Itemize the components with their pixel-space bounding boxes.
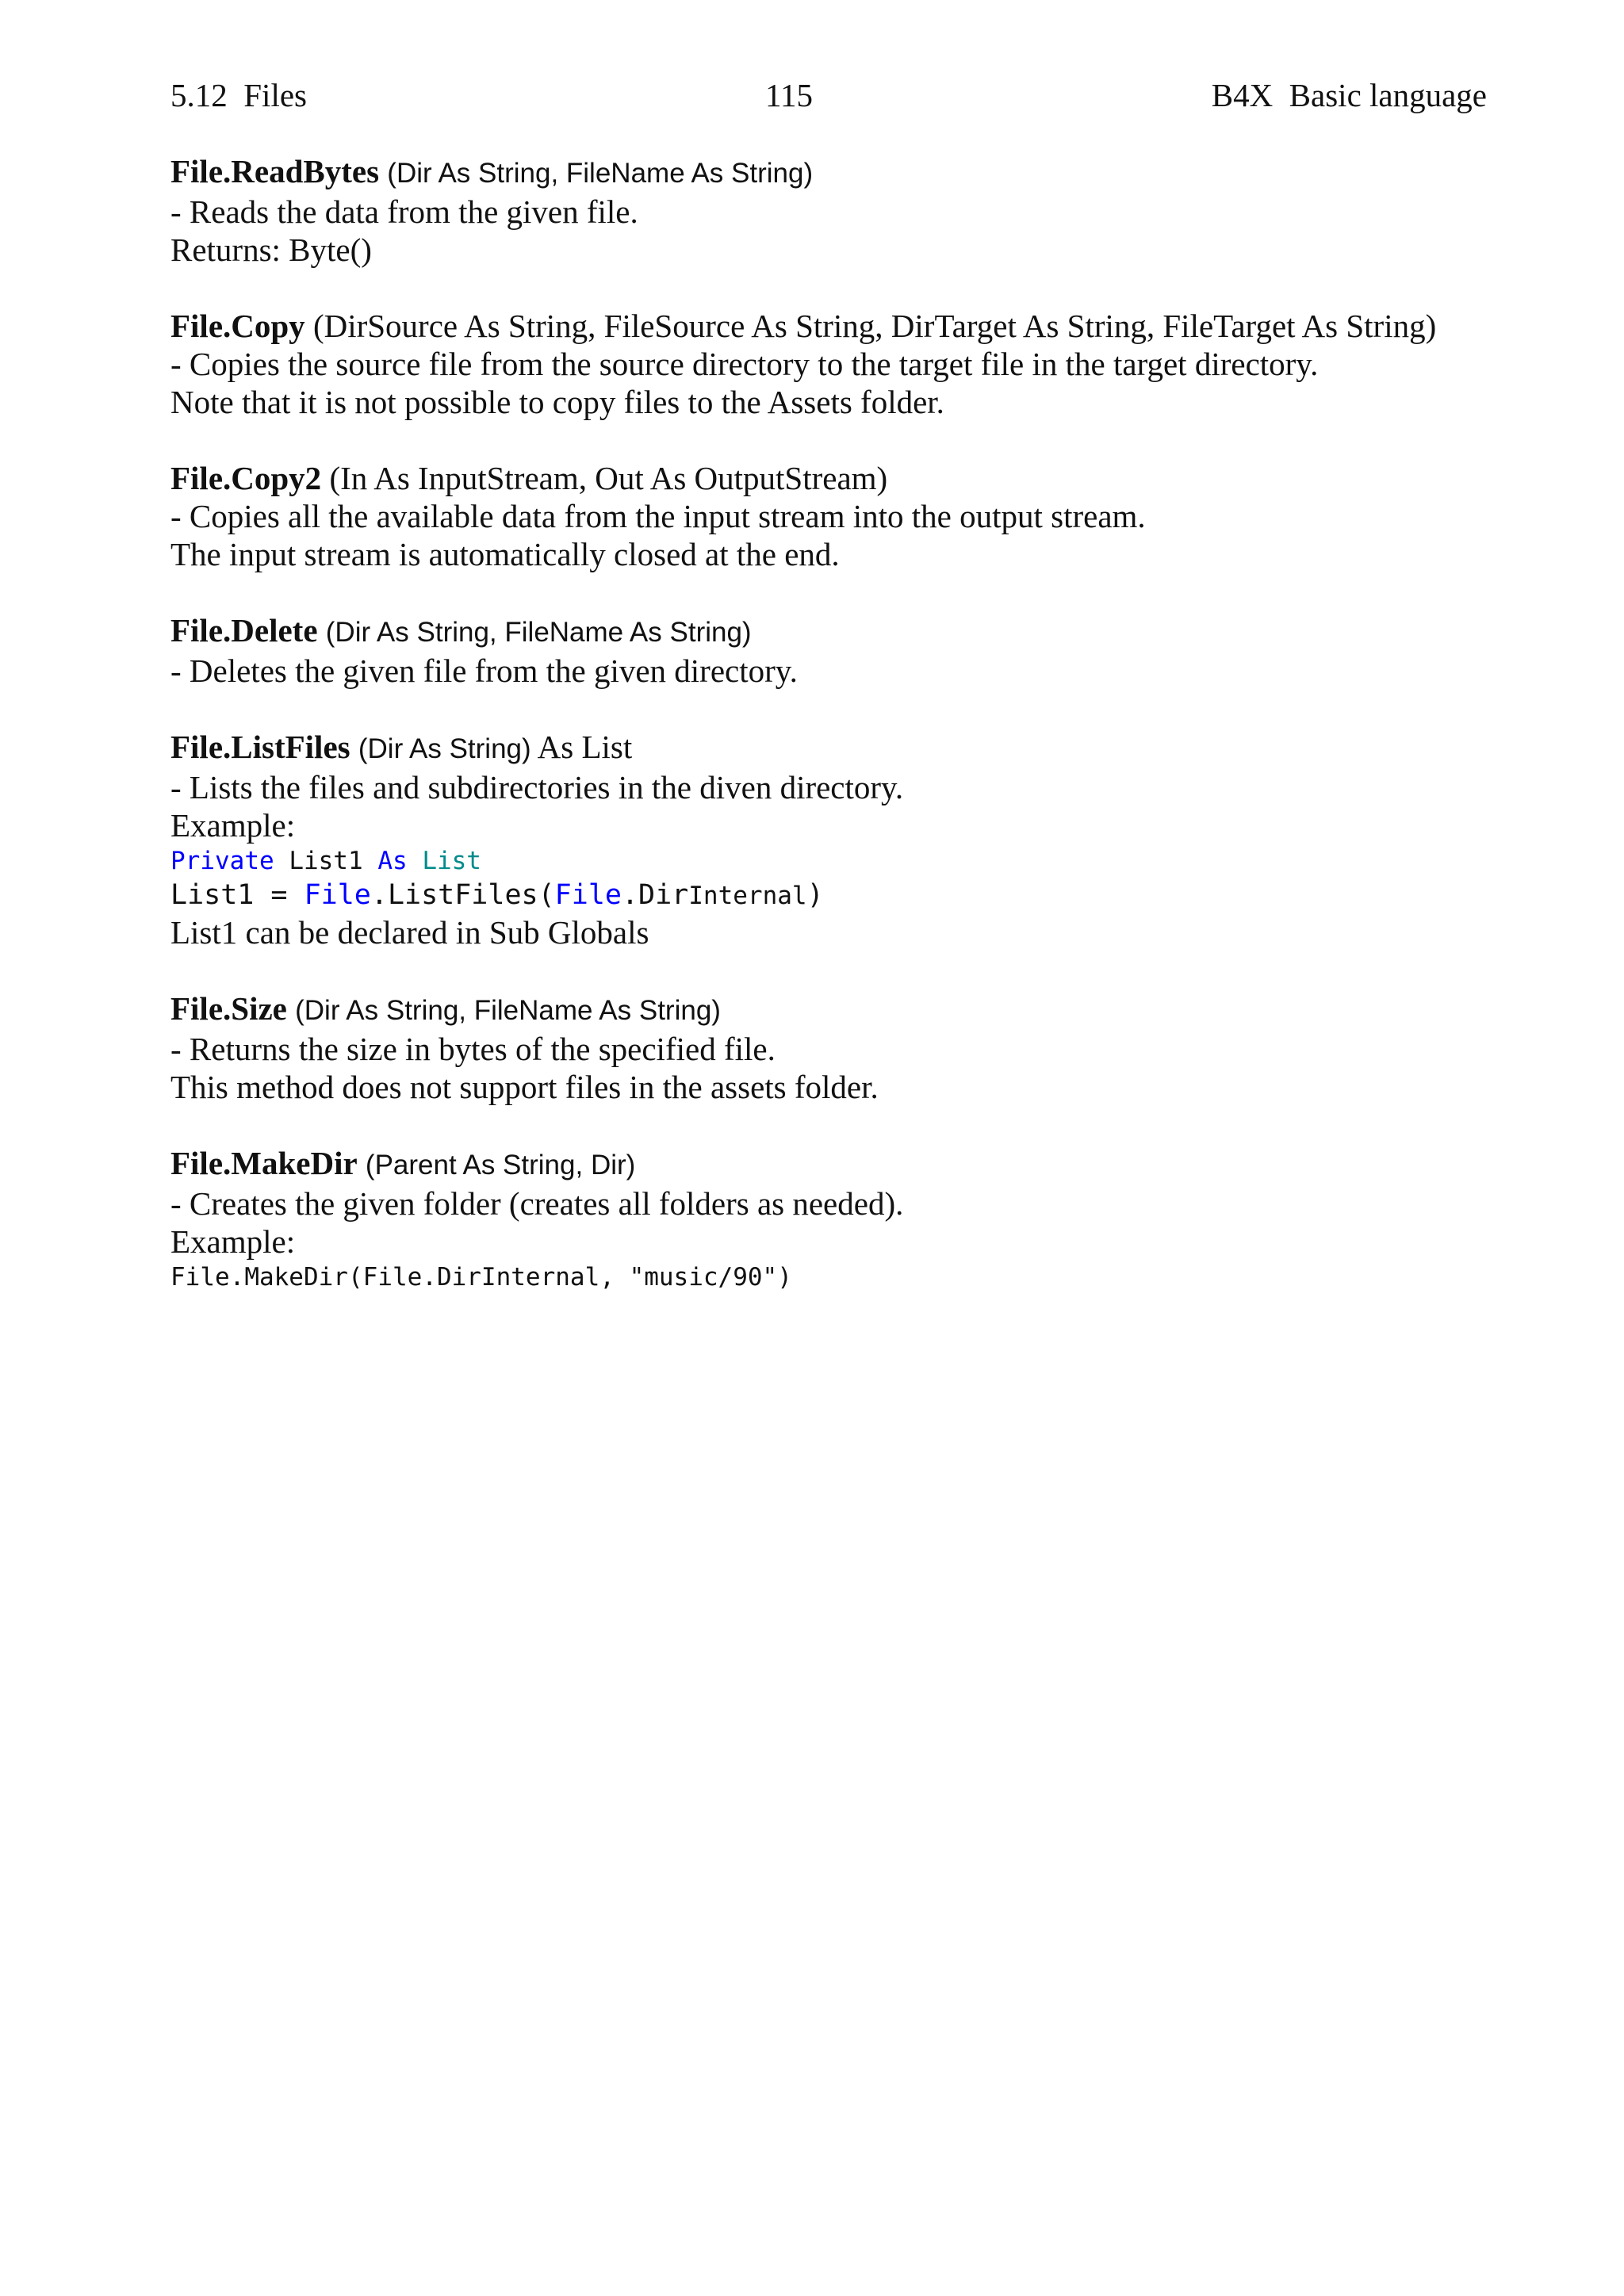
method-name: File.MakeDir	[170, 1145, 358, 1181]
description-line: - Deletes the given file from the given directory.	[170, 652, 798, 689]
description-line: Example:	[170, 1223, 296, 1260]
entry-copy	[170, 307, 1519, 421]
method-signature: (Dir As String, FileName As String)	[325, 617, 752, 648]
description-line: Returns: Byte()	[170, 232, 372, 268]
method-name: File.Copy	[170, 308, 305, 344]
page-content	[170, 152, 1519, 1332]
description-line: List1 can be declared in Sub Globals	[170, 914, 649, 951]
entry-heading	[170, 611, 1519, 652]
method-signature: (Dir As String, FileName As String)	[295, 995, 721, 1026]
description-line: Example:	[170, 807, 296, 844]
code-text: .Dir	[621, 879, 689, 911]
description-line: - Reads the data from the given file.	[170, 193, 638, 230]
method-signature: (In As InputStream, Out As OutputStream)	[329, 460, 888, 496]
entry-listfiles	[170, 728, 1519, 951]
description-line: - Creates the given folder (creates all folders as needed).	[170, 1185, 904, 1222]
description-line: - Returns the size in bytes of the specified file.	[170, 1031, 776, 1067]
description-line: - Copies all the available data from the input stream into the output stream.	[170, 498, 1146, 534]
code-keyword: Private	[170, 847, 274, 875]
code-text: List1 =	[170, 879, 304, 911]
entry-heading	[170, 989, 1519, 1030]
method-name: File.ListFiles	[170, 729, 350, 765]
description-line: The input stream is automatically closed at the end.	[170, 536, 840, 572]
method-signature: (Parent As String, Dir)	[365, 1150, 636, 1181]
entry-heading	[170, 459, 1519, 497]
code-text: List1	[274, 847, 378, 875]
entry-delete	[170, 611, 1519, 690]
method-name: File.ReadBytes	[170, 153, 380, 189]
code-text: .ListFiles(	[370, 879, 555, 911]
method-name: File.Delete	[170, 612, 318, 649]
code-keyword: File	[554, 879, 622, 911]
code-text	[408, 847, 423, 875]
description-line: This method does not support files in the assets folder.	[170, 1069, 879, 1105]
method-signature: (Dir As String, FileName As String)	[387, 158, 814, 189]
code-line	[170, 878, 1519, 913]
return-type: As List	[537, 729, 633, 765]
entry-heading	[170, 152, 1519, 193]
method-signature: (Dir As String)	[358, 733, 531, 764]
description-line: - Copies the source file from the source directory to the target file in the target directory.	[170, 346, 1319, 382]
code-text: Internal	[688, 882, 807, 910]
code-line: File.MakeDir(File.DirInternal, "music/90")	[170, 1263, 792, 1292]
entry-makedir	[170, 1144, 1519, 1294]
section-title: 5.12 Files	[170, 77, 307, 113]
code-line	[170, 844, 1519, 878]
entry-heading	[170, 1144, 1519, 1184]
method-name: File.Copy2	[170, 460, 322, 496]
method-signature: (DirSource As String, FileSource As String, DirTarget As String, FileTarget As String)	[312, 308, 1437, 344]
code-type: List	[422, 847, 481, 875]
method-name: File.Size	[170, 990, 287, 1027]
entry-copy2	[170, 459, 1519, 573]
description-line: Note that it is not possible to copy files to the Assets folder.	[170, 384, 944, 420]
entry-heading	[170, 307, 1519, 345]
entry-size	[170, 989, 1519, 1106]
description-line: - Lists the files and subdirectories in the diven directory.	[170, 769, 904, 806]
code-text: )	[806, 879, 824, 911]
page-number: 115	[765, 77, 813, 113]
entry-heading	[170, 728, 1519, 768]
book-title: B4X Basic language	[1211, 77, 1487, 113]
code-keyword: File	[304, 879, 371, 911]
code-keyword: As	[377, 847, 408, 875]
page-header	[170, 76, 1487, 124]
entry-readbytes	[170, 152, 1519, 269]
